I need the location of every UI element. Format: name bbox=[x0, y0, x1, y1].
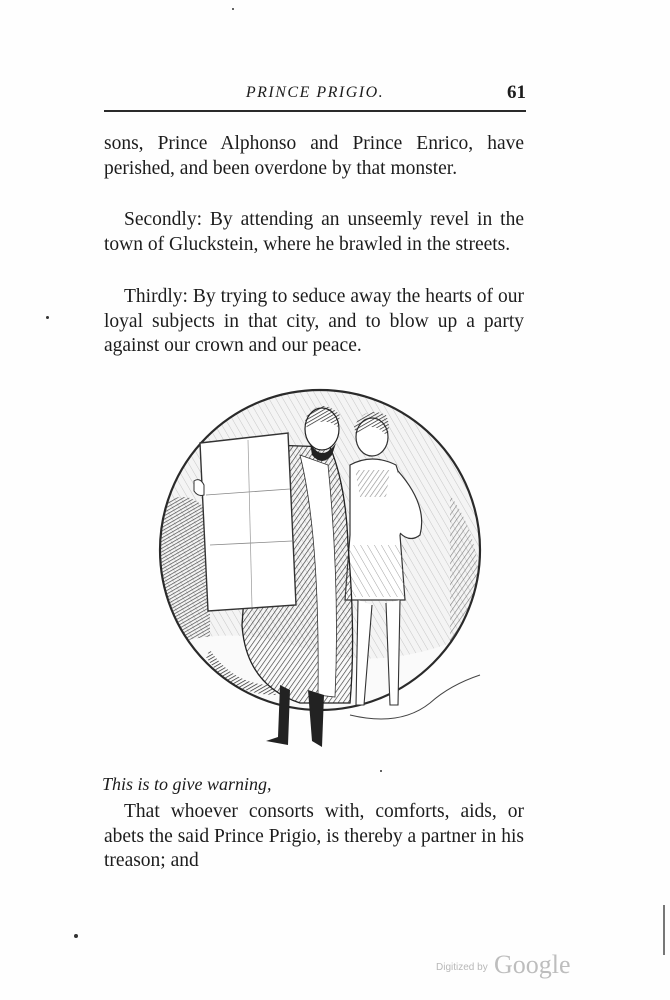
paragraph-4-text: That whoever consorts with, comforts, aids, or abets the said Prince Prigio, is thereby a partner in his treason; and bbox=[104, 801, 524, 871]
running-title: PRINCE PRIGIO. bbox=[245, 84, 385, 101]
paragraph-2-text: Secondly: By attending an unseemly revel in the town of Gluckstein, where he brawled in the streets. bbox=[104, 209, 524, 255]
paragraph-thirdly bbox=[104, 285, 524, 359]
google-logo: Google bbox=[494, 950, 571, 979]
paragraph-3-text: Thirdly: By trying to seduce away the hearts of our loyal subjects in that city, and to blow up a party against our crown and our peace. bbox=[104, 286, 524, 356]
paragraph-continuation bbox=[104, 132, 524, 181]
paragraph-secondly bbox=[104, 208, 524, 257]
header-rule bbox=[104, 110, 526, 112]
digitized-watermark bbox=[436, 950, 586, 986]
ink-speck bbox=[232, 8, 234, 10]
paragraph-warning-body bbox=[104, 800, 524, 874]
ink-speck bbox=[46, 316, 49, 319]
proclamation-paper bbox=[194, 433, 296, 611]
watermark-small-text: Digitized by bbox=[436, 962, 488, 973]
running-head bbox=[104, 82, 526, 106]
page-edge-mark bbox=[663, 905, 665, 955]
engraving-illustration bbox=[150, 385, 490, 765]
ink-speck bbox=[74, 934, 78, 938]
page-number: 61 bbox=[507, 82, 526, 103]
warning-line: This is to give warning, bbox=[102, 774, 272, 794]
ink-speck bbox=[380, 770, 382, 772]
paragraph-1-text: sons, Prince Alphonso and Prince Enrico, have perished, and been overdone by that monster. bbox=[104, 133, 524, 179]
